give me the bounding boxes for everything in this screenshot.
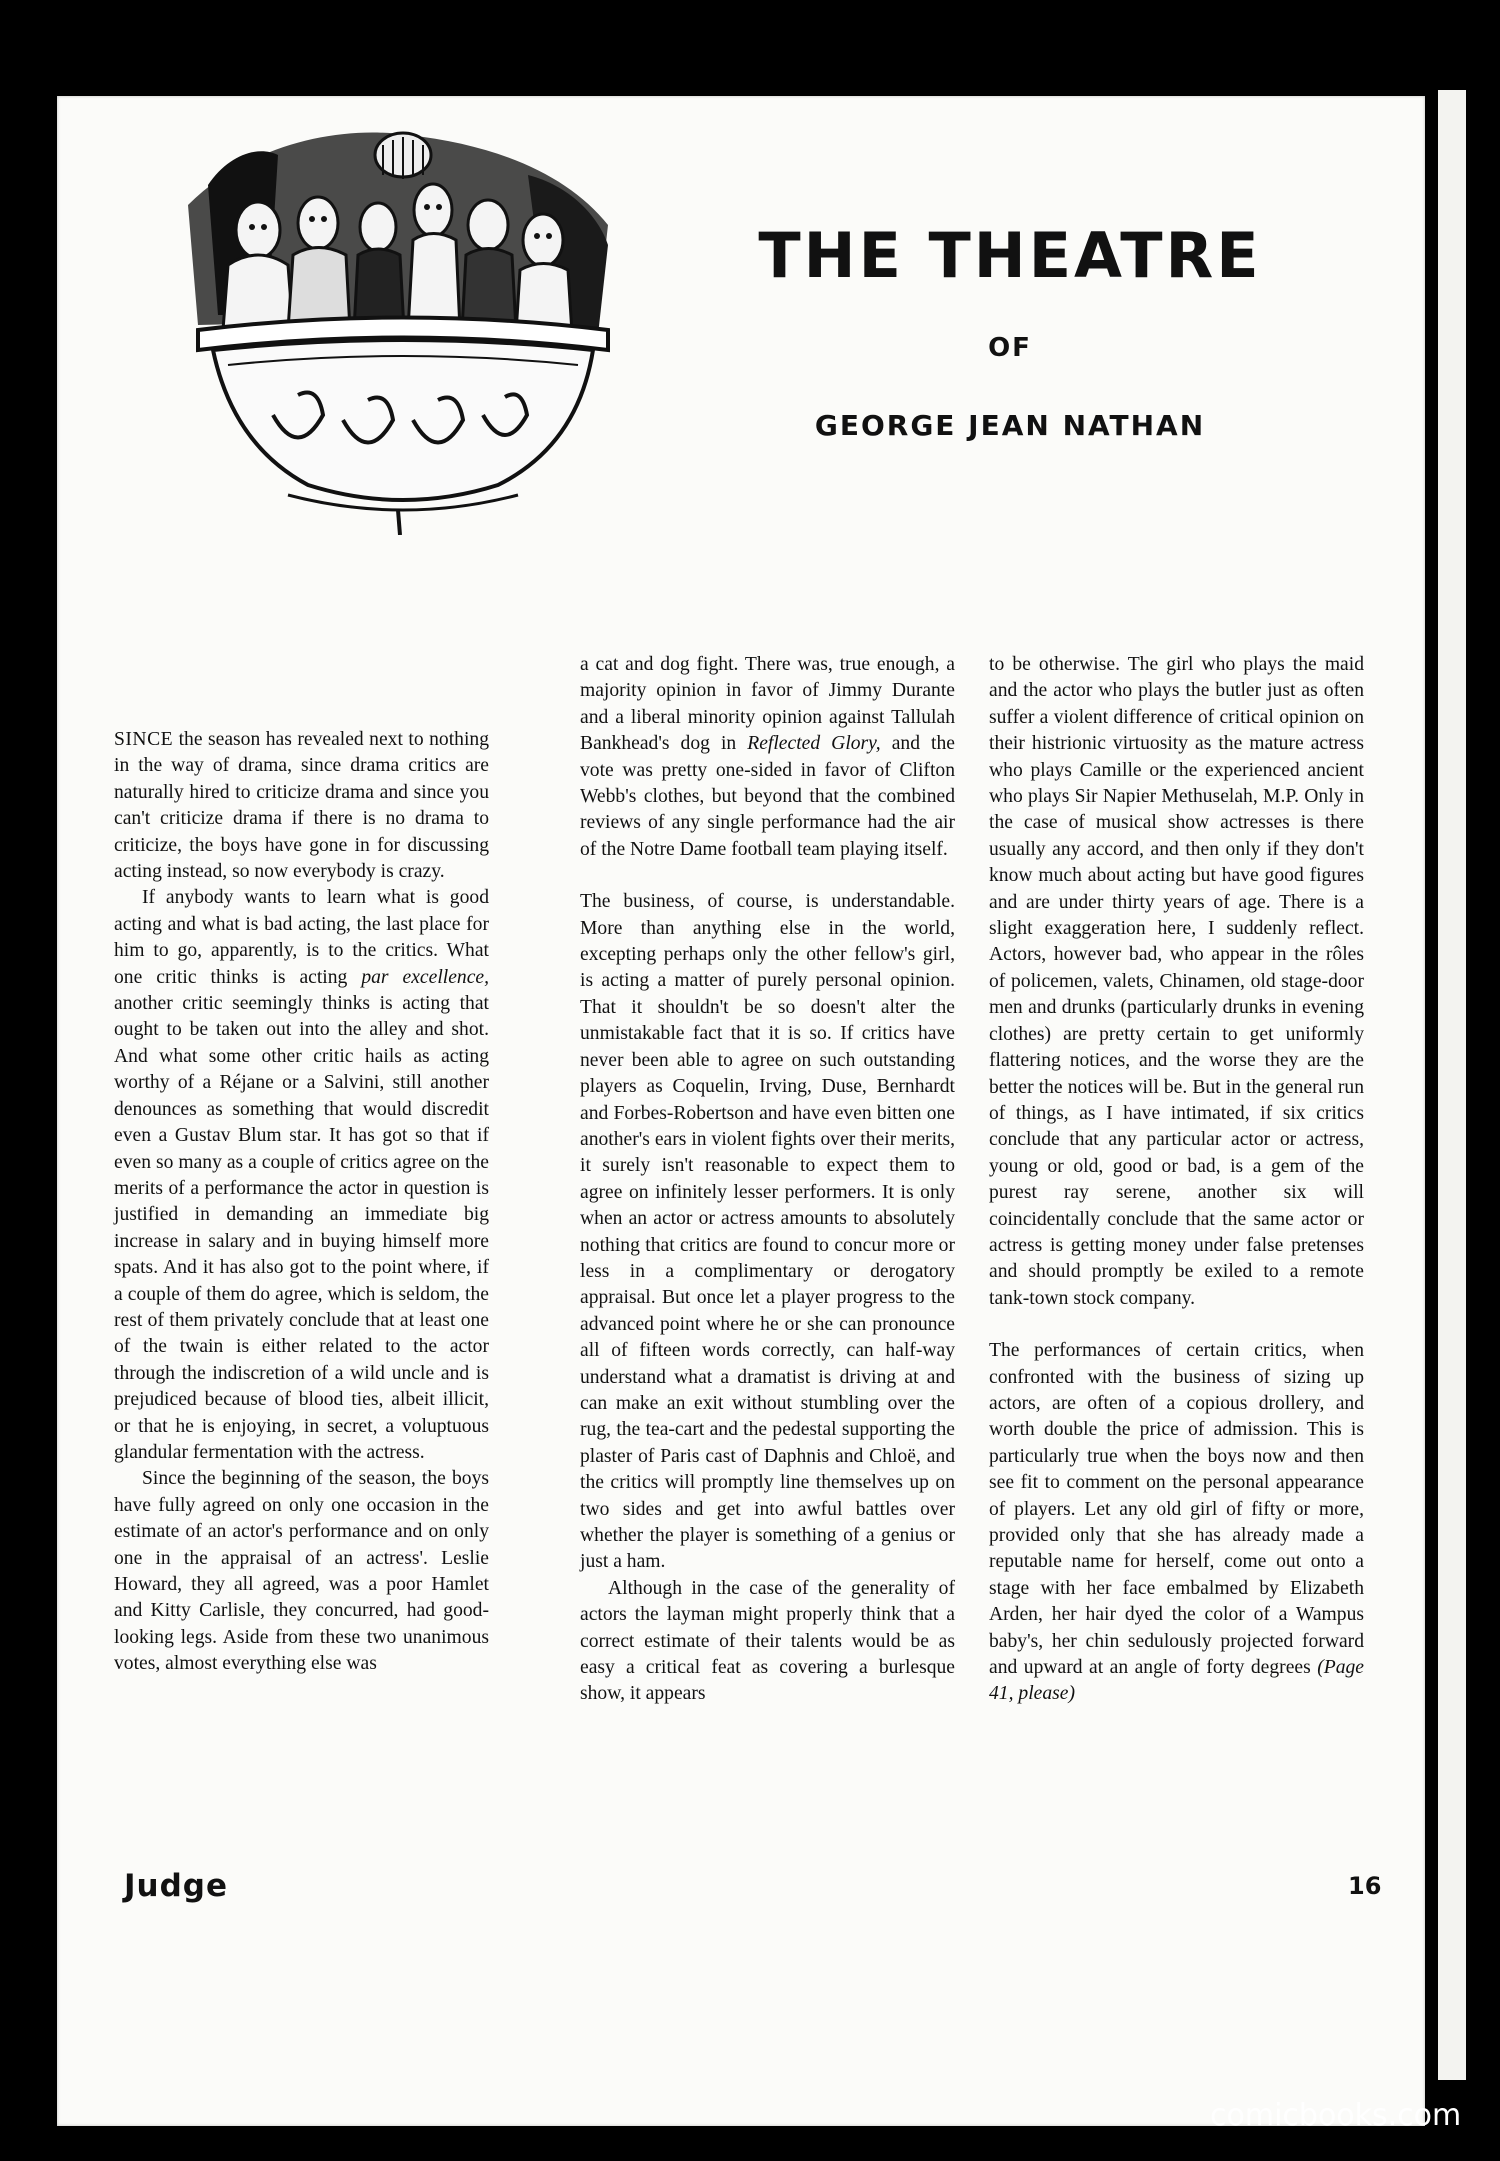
paragraph-lead-word: SINCE (114, 729, 174, 750)
text-column-3 (989, 652, 1364, 1708)
next-page-edge (1438, 90, 1466, 2080)
paragraph-text: a cat and dog fight. There was, true enough, a majority opinion in favor of Jimmy Durante and a liberal minority opinion against Tallulah Bankhead's dog in (580, 654, 955, 755)
paragraph: to be otherwise. The girl who plays the maid and the actor who plays the butler just as often suffer a violent difference of critical opinion on their histrionic virtuosity as the mature actress who plays Camille or the experienced ancient who plays Sir Napier Methuselah, M.P. Only in the case of musical show actresses is there usually any accord, and then only if they don't know much about acting but have good figures and are under thirty years of age. There is a slight exaggeration here, I suddenly reflect. Actors, however bad, who appear in the rôles of policemen, valets, Chinamen, old stage-door men and drunks (particularly drunks in evening clothes) are pretty certain to get uniformly flattering notices, and the worse they are the better the notices will be. But in the general run of things, as I have intimated, if six critics conclude that any particular actor or actress, young or old, good or bad, is a gem of the purest ray serene, another six will coincidentally conclude that the same actor or actress is getting money under false pretenses and should promptly be exiled to a remote tank-town stock company. (989, 654, 1364, 1309)
paragraph-text: If anybody wants to learn what is good acting and what is bad acting, the last place for him to go, apparently, is to the critics. What one critic thinks is acting (114, 887, 489, 988)
paragraph: Although in the case of the generality of actors the layman might properly think that a correct estimate of their talents would be as easy a critical feat as covering a burlesque show, it appears (580, 1577, 955, 1705)
article-author: GEORGE JEAN NATHAN (814, 409, 1206, 442)
page-number: 16 (1348, 1872, 1382, 1900)
article-title-of: OF (988, 333, 1032, 363)
theatre-box-illustration-icon (168, 115, 628, 535)
paragraph (114, 885, 489, 1466)
paragraph: The business, of course, is understandable. More than anything else in the world, excepting perhaps only the other fellow's girl, is acting a matter of purely personal opinion. That it shouldn't be so doesn't alter the unmistakable fact that it is so. If critics have never been able to agree on such outstanding players as Coquelin, Irving, Duse, Bernhardt and Forbes-Robertson and have even bitten one another's ears in violent fights over their merits, it surely isn't reasonable to expect them to agree on infinitely lesser performers. It is only when an actor or actress amounts to absolutely nothing that critics are found to concur more or less in a complimentary or derogatory appraisal. But once let a player progress to the advanced point where he or she can pronounce all of fifteen words correctly, can half-way understand what a dramatist is driving at and can make an exit without stumbling over the rug, the tea-cart and the pedestal supporting the plaster of Paris cast of Daphnis and Chloë, and the critics will promptly line themselves up on two sides and get into awful battles over whether the player is something of a genius or just a ham. (580, 891, 955, 1573)
paragraph-text: another critic seemingly thinks is acting that ought to be taken out into the alley and shot. And what some other critic hails as acting worthy of a Réjane or a Salvini, still another denounces as something that would discredit even a Gustav Blum star. It has got so that if even so many as a couple of critics agree on the merits of a performance the actor in question is justified in demanding an immediate big increase in salary and in buying himself more spats. And it has also got to the point where, if a couple of them do agree, which is seldom, the rest of them privately conclude that at least one of the twain is either related to the actor through the indiscretion of a wild uncle and is prejudiced because of blood ties, albeit illicit, or that he is enjoying, in secret, a voluptuous glandular fermentation with the actress. (114, 993, 489, 1463)
text-column-1 (114, 727, 489, 1678)
paragraph-italic: Reflected Glory, (747, 733, 881, 755)
text-column-2 (580, 652, 955, 1708)
paragraph (989, 1338, 1364, 1708)
paragraph (114, 727, 489, 885)
article-header (700, 219, 1320, 442)
paragraph-italic: par excellence, (361, 966, 489, 988)
paragraph-text: the season has revealed next to nothing in the way of drama, since drama critics are naturally hired to criticize drama and since you can't criticize drama if there is no drama to criticize, the boys have gone in for discussing acting instead, so now everybody is crazy. (114, 729, 489, 883)
continued-on-page: (Page 41, please) (989, 1657, 1364, 1705)
site-watermark: comicbooks.com (1210, 2098, 1462, 2133)
paragraph: Since the beginning of the season, the boys have fully agreed on only one occasion in the estimate of an actor's performance and on only one in the appraisal of an actress'. Leslie Howard, they all agreed, was a poor Hamlet and Kitty Carlisle, they concurred, had good-looking legs. Aside from these two unanimous votes, almost everything else was (114, 1468, 489, 1675)
article-title: THE THEATRE (758, 219, 1262, 292)
paragraph-text: The performances of certain critics, when confronted with the business of sizing up actors, are often of a copious drollery, and worth double the price of admission. This is particularly true when the boys now and then see fit to comment on the personal appearance of players. Let any old girl of fifty or more, provided only that she has already made a reputable name for herself, come out onto a stage with her face embalmed by Elizabeth Arden, her hair dyed the color of a Wampus baby's, her chin sedulously projected forward and upward at an angle of forty degrees (989, 1340, 1364, 1679)
magazine-name: Judge (124, 1868, 229, 1904)
paragraph (580, 652, 955, 863)
paragraph-text: and the vote was pretty one-sided in favor of Clifton Webb's clothes, but beyond that the combined reviews of any single performance had the air of the Notre Dame football team playing itself. (580, 733, 955, 860)
